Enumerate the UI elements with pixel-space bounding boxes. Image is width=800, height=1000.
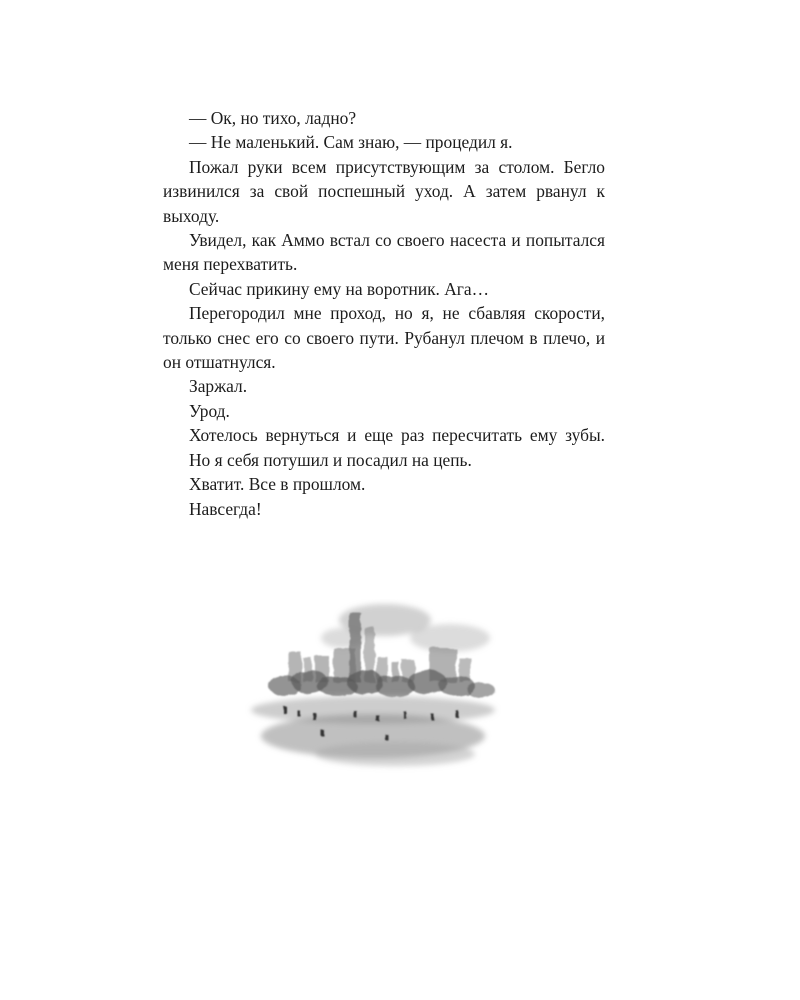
paragraph: Пожал руки всем присутствующим за столом. Бегло извинился за свой поспешный уход. А затем рванул к выходу. <box>163 156 605 226</box>
paragraph: Урод. <box>189 400 230 421</box>
paragraph: Но я себя потушил и посадил на цепь. <box>189 449 472 470</box>
paragraph: Увидел, как Аммо встал со своего насеста и попытался меня перехватить. <box>163 230 605 275</box>
page-text <box>163 106 605 521</box>
paragraph: Хотелось вернуться и еще раз пересчитать ему зубы. <box>189 425 605 446</box>
paragraph: — Не маленький. Сам знаю, — процедил я. <box>189 132 513 153</box>
paragraph: Перегородил мне проход, но я, не сбавляя скорости, только снес его со своего пути. Рубанул плечом в плечо, и он отшатнулся. <box>163 303 605 373</box>
paragraph: Сейчас прикину ему на воротник. Ага… <box>189 278 490 299</box>
paragraph: Заржал. <box>189 376 248 397</box>
city-illustration <box>245 598 505 783</box>
paragraph: Навсегда! <box>189 498 262 519</box>
paragraph: Хватит. Все в прошлом. <box>189 474 366 495</box>
watercolor-city-skyline-icon <box>245 598 505 778</box>
paragraph: — Ок, но тихо, ладно? <box>189 108 357 128</box>
